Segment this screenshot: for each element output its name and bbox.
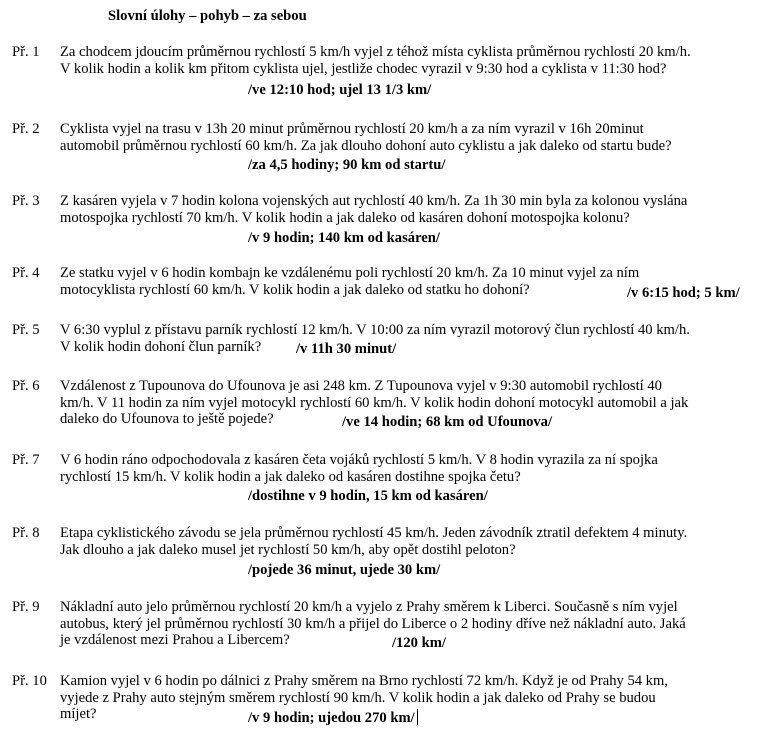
exercise-line: je vzdálenost mezi Prahou a Libercem?: [60, 632, 290, 649]
exercise-line: V 6:30 vyplul z přístavu parník rychlostí 12 km/h. V 10:00 za ním vyrazil motorový člun rychlostí 40 km/h.: [60, 322, 690, 338]
exercise-text: [60, 44, 755, 77]
exercise-line: Kamion vyjel v 6 hodin po dálnici z Prahy směrem na Brno rychlostí 72 km/h. Když je od Prahy 54 km,: [60, 673, 668, 689]
exercise-line: Vzdálenost z Tupounova do Ufounova je asi 248 km. Z Tupounova vyjel v 9:30 automobil rychlostí 40: [60, 378, 662, 394]
exercise-answer: /dostihne v 9 hodin, 15 km od kasáren/: [248, 488, 488, 504]
exercise-answer: /v 6:15 hod; 5 km/: [627, 285, 740, 301]
exercise-label: Př. 1: [12, 44, 40, 60]
exercise-label: Př. 8: [12, 525, 40, 541]
exercise-line: Jak dlouho a jak daleko musel jet rychlostí 50 km/h, aby opět dostihl peloton?: [60, 541, 516, 558]
text-cursor: [417, 709, 419, 725]
exercise-answer: /v 11h 30 minut/: [296, 341, 397, 357]
exercise-answer: /120 km/: [392, 635, 446, 651]
exercise-line: V kolik hodin a kolik km přitom cyklista ujel, jestliže chodec vyrazil v 9:30 hod a cyklista v 11:30 hod?: [60, 60, 667, 77]
exercise-line: Z kasáren vyjela v 7 hodin kolona vojenských aut rychlostí 40 km/h. Za 1h 30 min byla za kolonou vyslána: [60, 193, 688, 209]
exercise-line: automobil průměrnou rychlostí 60 km/h. Za jak dlouho dohoní auto cyklistu a jak daleko od startu bude?: [60, 137, 672, 154]
exercise-label: Př. 3: [12, 193, 40, 209]
exercise-line: motospojka rychlostí 70 km/h. V kolik hodin a jak daleko od kasáren dohoní motospojka kolonu?: [60, 209, 630, 226]
exercise-label: Př. 7: [12, 452, 40, 468]
exercise-label: Př. 2: [12, 121, 40, 137]
exercise-answer: /v 9 hodin; ujedou 270 km/: [248, 710, 415, 726]
exercise-answer: /ve 12:10 hod; ujel 13 1/3 km/: [248, 82, 432, 98]
exercise-line: V kolik hodin dohoní člun parník?: [60, 338, 262, 355]
exercise-answer-wrap: [248, 709, 418, 727]
exercise-label: Př. 4: [12, 265, 40, 281]
exercise-line: daleko do Ufounova to ještě pojede?: [60, 411, 274, 428]
exercise-label: Př. 5: [12, 322, 40, 338]
exercise-line: km/h. V 11 hodin za ním vyjel motocykl rychlostí 60 km/h. V kolik hodin dohoní motocykl automobil a jak: [60, 394, 689, 411]
exercise-line: V 6 hodin ráno odpochodovala z kasáren četa vojáků rychlostí 5 km/h. V 8 hodin vyrazila za ní spojka: [60, 452, 658, 468]
exercise-label: Př. 10: [12, 673, 47, 689]
exercise-line: motocyklista rychlostí 60 km/h. V kolik hodin a jak daleko od statku ho dohoní?: [60, 281, 530, 298]
exercise-text: [60, 193, 755, 226]
exercise-line: míjet?: [60, 706, 97, 723]
exercise-line: vyjede z Prahy auto stejným směrem rychlostí 90 km/h. V kolik hodin a jak daleko od Prahy se budou: [60, 689, 656, 706]
exercise-line: Cyklista vyjel na trasu v 13h 20 minut průměrnou rychlostí 20 km/h a za ním vyrazil v 16h 20minut: [60, 121, 644, 137]
exercise-label: Př. 9: [12, 599, 40, 615]
exercise-text: [60, 121, 755, 154]
exercise-answer: /v 9 hodin; 140 km od kasáren/: [248, 230, 440, 246]
exercise-text: [60, 525, 755, 558]
exercise-answer: /za 4,5 hodiny; 90 km od startu/: [248, 157, 446, 173]
exercise-line: Etapa cyklistického závodu se jela průměrnou rychlostí 45 km/h. Jeden závodník ztratil defektem 4 minuty.: [60, 525, 688, 541]
exercise-text: [60, 322, 755, 355]
exercise-label: Př. 6: [12, 378, 40, 394]
exercise-answer: /ve 14 hodin; 68 km od Ufounova/: [342, 414, 553, 430]
exercise-line: rychlostí 15 km/h. V kolik hodin a jak daleko od kasáren dostihne spojka četu?: [60, 468, 521, 485]
worksheet-title: Slovní úlohy – pohyb – za sebou: [108, 8, 307, 24]
exercise-line: Za chodcem jdoucím průměrnou rychlostí 5 km/h vyjel z téhož místa cyklista průměrnou rychlostí 20 km/h.: [60, 44, 691, 60]
exercise-line: Ze statku vyjel v 6 hodin kombajn ke vzdálenému poli rychlostí 20 km/h. Za 10 minut vyjel za ním: [60, 265, 640, 281]
exercise-answer: /pojede 36 minut, ujede 30 km/: [248, 562, 441, 578]
exercise-line: autobus, který jel průměrnou rychlostí 30 km/h a přijel do Liberce o 2 hodiny dříve než nákladní auto. Jaká: [60, 615, 686, 632]
exercise-text: [60, 452, 755, 485]
exercise-line: Nákladní auto jelo průměrnou rychlostí 20 km/h a vyjelo z Prahy směrem k Liberci. Současně s ním vyjel: [60, 599, 678, 615]
